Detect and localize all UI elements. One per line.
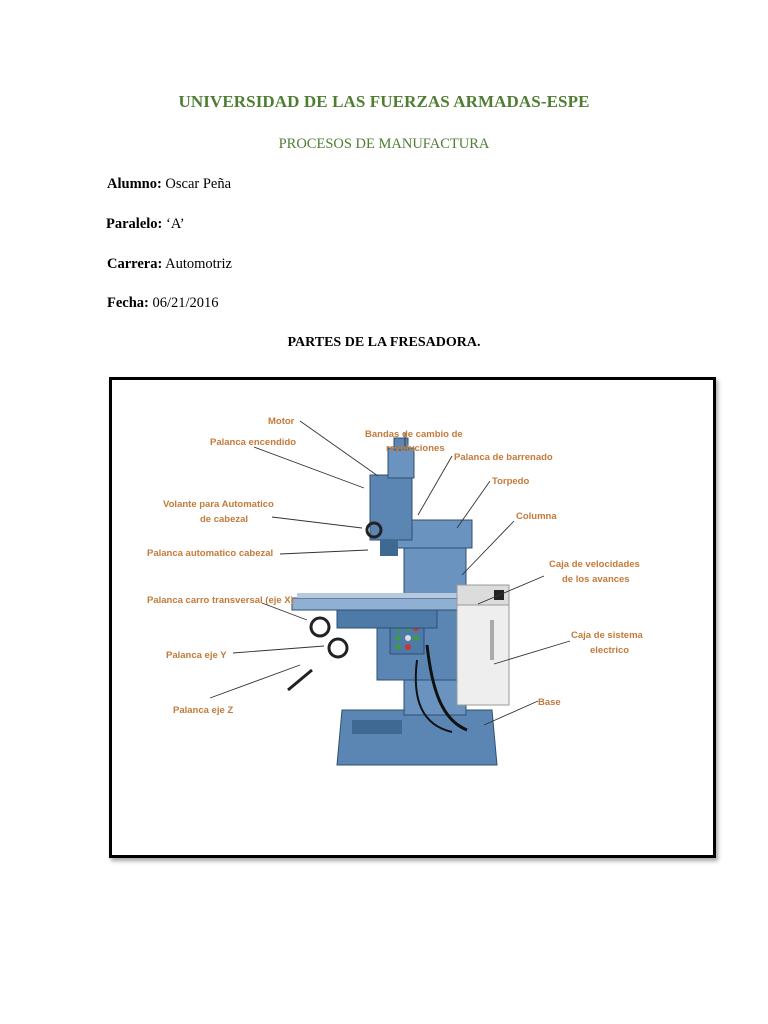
leader-palanca-auto-cabezal bbox=[280, 550, 368, 554]
label-bandas-line2: revoluciones bbox=[386, 443, 445, 454]
label-palanca-z: Palanca eje Z bbox=[173, 705, 234, 716]
field-label: Paralelo: bbox=[106, 216, 163, 232]
field-paralelo bbox=[106, 216, 185, 233]
leader-palanca-encendido bbox=[254, 447, 364, 488]
field-fecha bbox=[107, 295, 219, 312]
leader-torpedo bbox=[457, 481, 490, 528]
label-volante-line1: Volante para Automatico bbox=[163, 499, 274, 510]
leader-palanca-y bbox=[233, 646, 324, 653]
leader-palanca-barrenado bbox=[418, 456, 452, 515]
label-motor: Motor bbox=[268, 416, 295, 427]
milling-machine-diagram bbox=[112, 380, 713, 855]
field-value: ‘A’ bbox=[162, 216, 185, 232]
field-value: Automotriz bbox=[162, 256, 232, 272]
university-title: UNIVERSIDAD DE LAS FUERZAS ARMADAS-ESPE bbox=[178, 92, 590, 111]
course-title: PROCESOS DE MANUFACTURA bbox=[278, 136, 490, 152]
field-value: Oscar Peña bbox=[161, 176, 232, 192]
section-title: PARTES DE LA FRESADORA. bbox=[287, 335, 481, 350]
label-palanca-carro: Palanca carro transversal (eje X) bbox=[147, 595, 294, 606]
leader-volante bbox=[272, 517, 362, 528]
label-columna: Columna bbox=[516, 511, 557, 522]
field-label: Carrera: bbox=[107, 256, 163, 272]
field-label: Fecha: bbox=[107, 295, 149, 311]
field-label: Alumno: bbox=[107, 176, 162, 192]
label-palanca-barrenado: Palanca de barrenado bbox=[454, 452, 553, 463]
label-base: Base bbox=[538, 697, 561, 708]
label-bandas-line1: Bandas de cambio de bbox=[365, 429, 463, 440]
label-palanca-encendido: Palanca encendido bbox=[210, 437, 297, 448]
label-caja-velocidades-line2: de los avances bbox=[562, 574, 630, 585]
label-caja-sistema-line1: Caja de sistema bbox=[571, 630, 643, 641]
label-caja-velocidades-line1: Caja de velocidades bbox=[549, 559, 640, 570]
label-caja-sistema-line2: electrico bbox=[590, 645, 630, 656]
label-volante-line2: de cabezal bbox=[200, 514, 249, 525]
label-palanca-y: Palanca eje Y bbox=[166, 650, 227, 661]
field-alumno bbox=[107, 176, 231, 193]
milling-machine-figure bbox=[109, 377, 716, 858]
label-palanca-auto-cabezal: Palanca automatico cabezal bbox=[147, 548, 274, 559]
field-value: 06/21/2016 bbox=[148, 295, 219, 311]
leader-palanca-z bbox=[210, 665, 300, 698]
milling-machine-illustration bbox=[288, 438, 509, 765]
label-torpedo: Torpedo bbox=[492, 476, 530, 487]
field-carrera bbox=[107, 256, 232, 273]
